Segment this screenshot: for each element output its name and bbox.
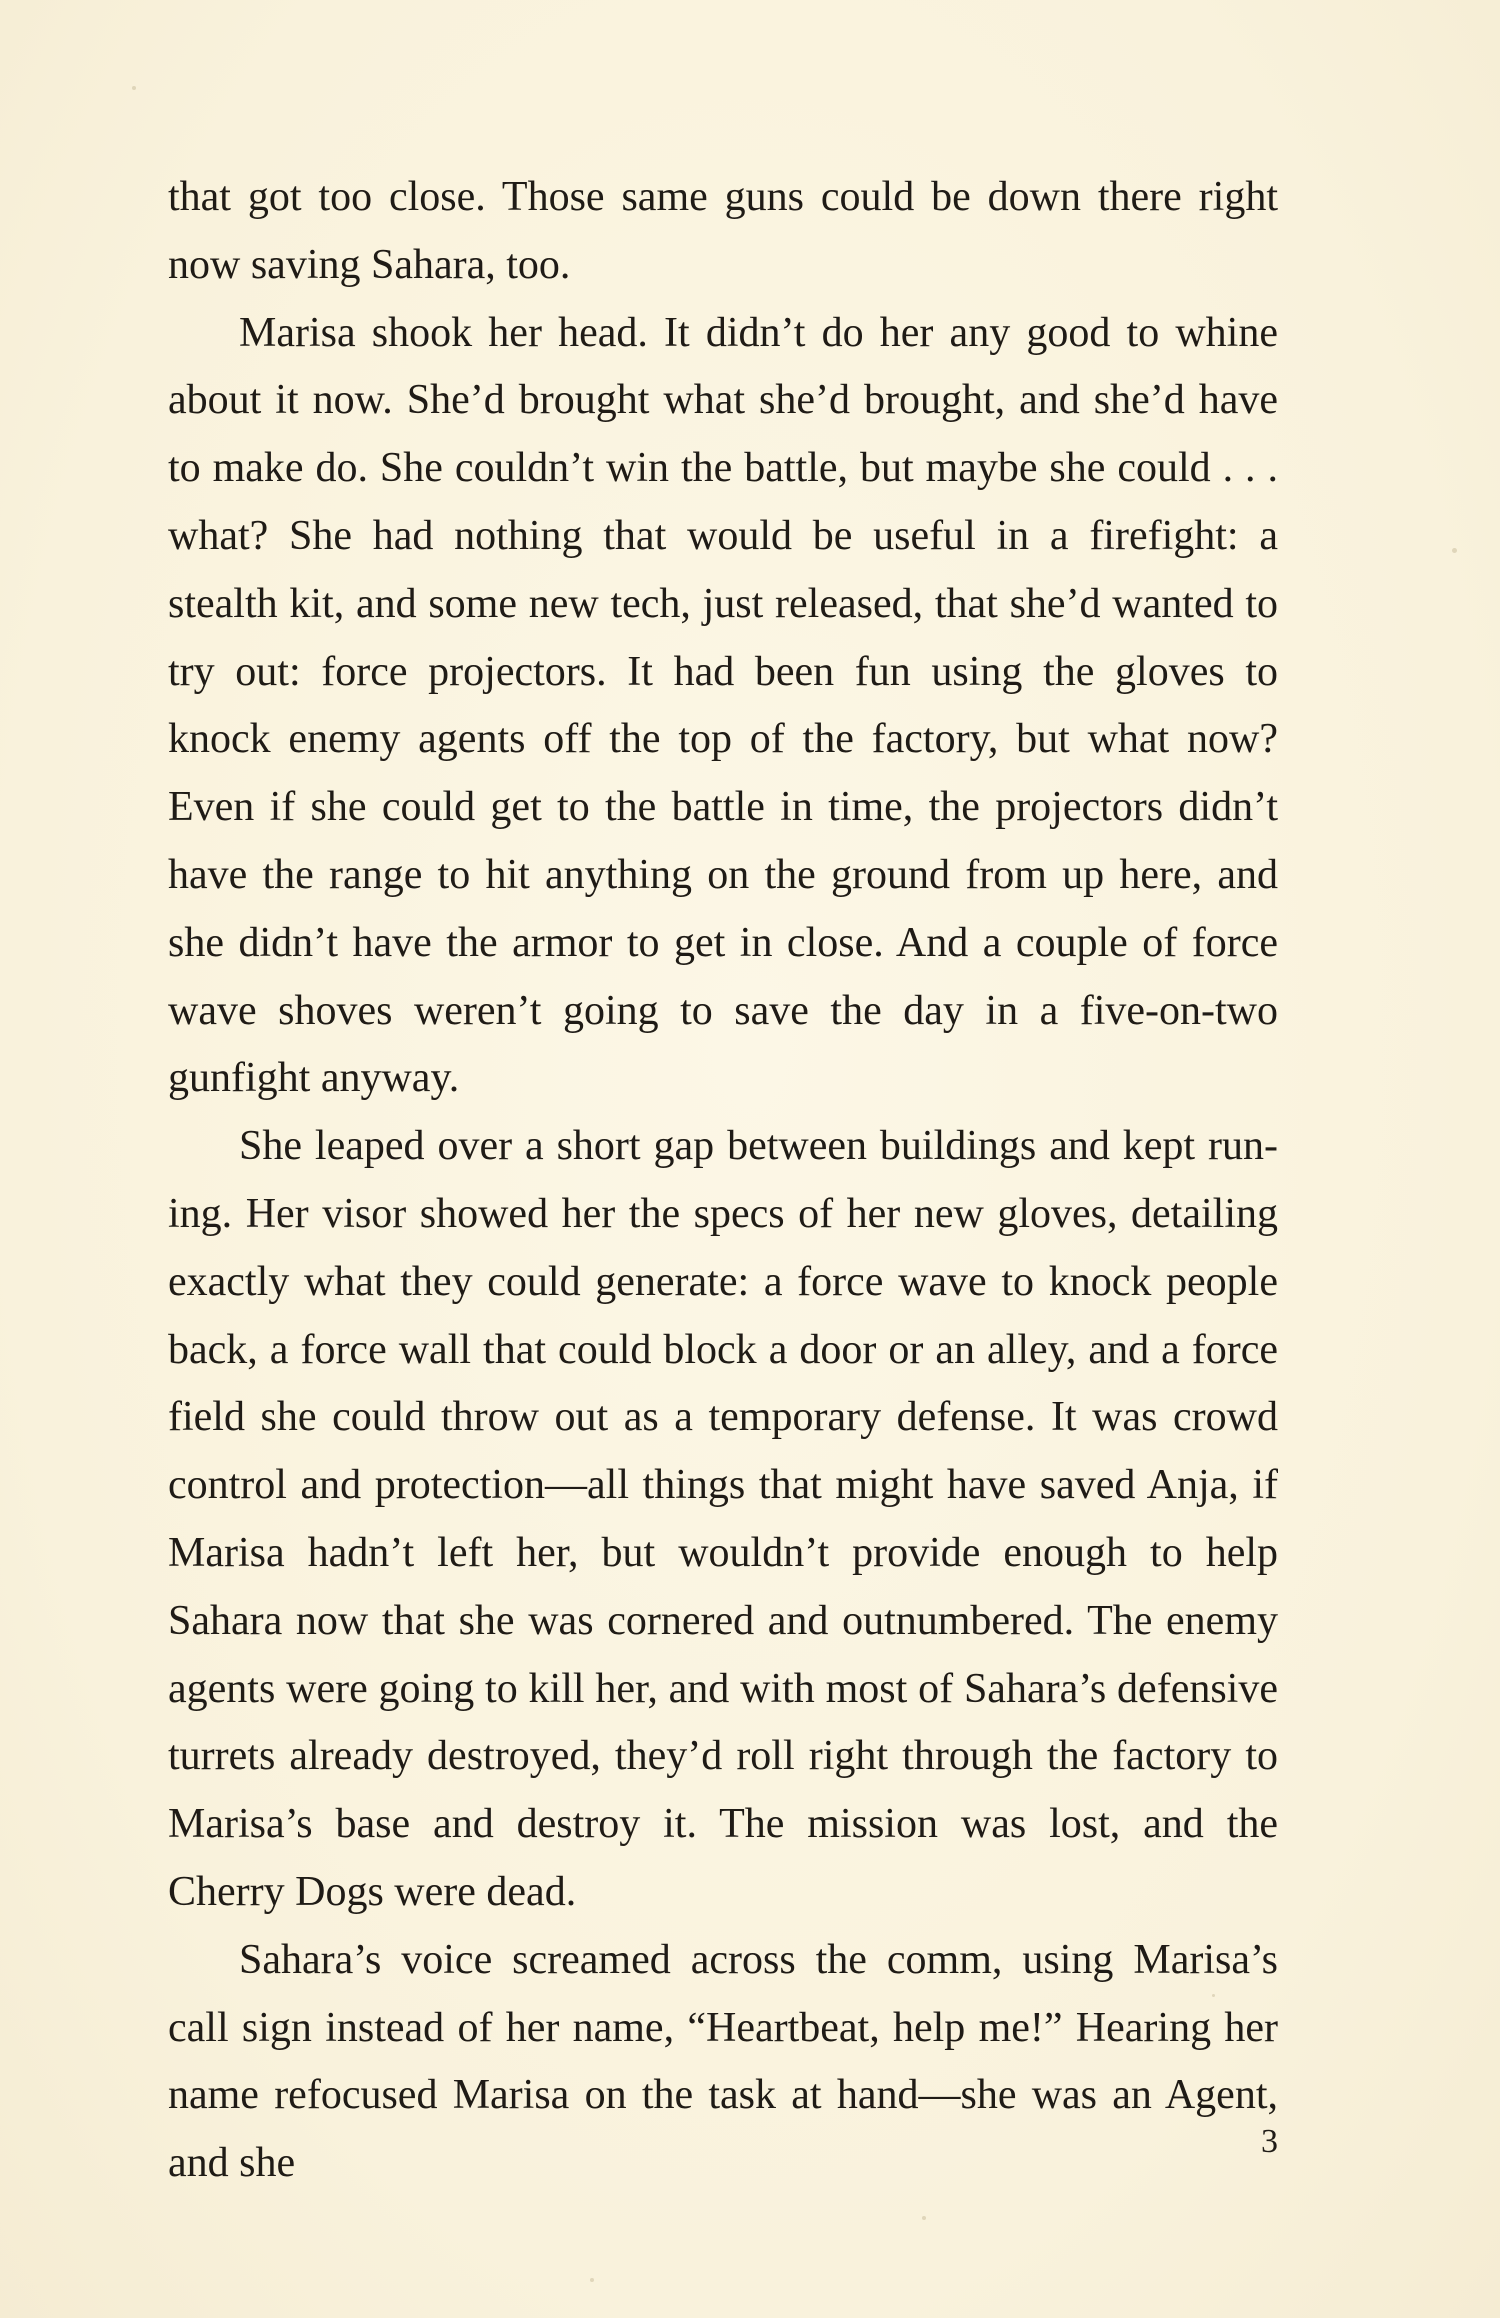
paragraph-continued: that got too close. Those same guns could be down there right now saving Sahara, too. xyxy=(168,174,1278,288)
page-number: 3 xyxy=(1261,2123,1278,2160)
paragraph: She leaped over a short gap between buildings and kept runing. Her visor showed her the specs of her new gloves, detailing exactly what they could generate: a force wave to knock people back, a force wall that could block a door or an alley, and a force field she could throw out as a temporary defense. It was crowd control and protection—all things that might have saved Anja, if Marisa hadn’t left her, but wouldn’t provide enough to help Sahara now that she was cornered and outnumbered. The enemy agents were going to kill her, and with most of Sahara’s defensive turrets already destroyed, they’d roll right through the factory to Marisa’s base and destroy it. The mission was lost, and the Cherry Dogs were dead. xyxy=(168,1123,1278,1915)
paper-speck xyxy=(922,2216,926,2220)
paper-speck xyxy=(132,86,136,90)
paragraph: Sahara’s voice screamed across the comm, using Marisa’s call sign instead of her name, “Heartbeat, help me!” Hearing her name refocused Marisa on the task at hand—she was an Agent, and she xyxy=(168,1936,1278,2187)
paper-speck xyxy=(1452,548,1457,553)
body-text xyxy=(168,164,1278,2198)
paragraph: Marisa shook her head. It didn’t do her any good to whine about it now. She’d brought what she’d brought, and she’d have to make do. She couldn’t win the battle, but maybe she could . . . what? She had nothing that would be useful in a firefight: a stealth kit, and some new tech, just released, that she’d wanted to try out: force projectors. It had been fun using the gloves to knock enemy agents off the top of the factory, but what now? Even if she could get to the battle in time, the projectors didn’t have the range to hit anything on the ground from up here, and she didn’t have the armor to get in close. And a couple of force wave shoves weren’t going to save the day in a five-on-two gunfight anyway. xyxy=(168,309,1278,1102)
paper-speck xyxy=(590,2278,594,2282)
